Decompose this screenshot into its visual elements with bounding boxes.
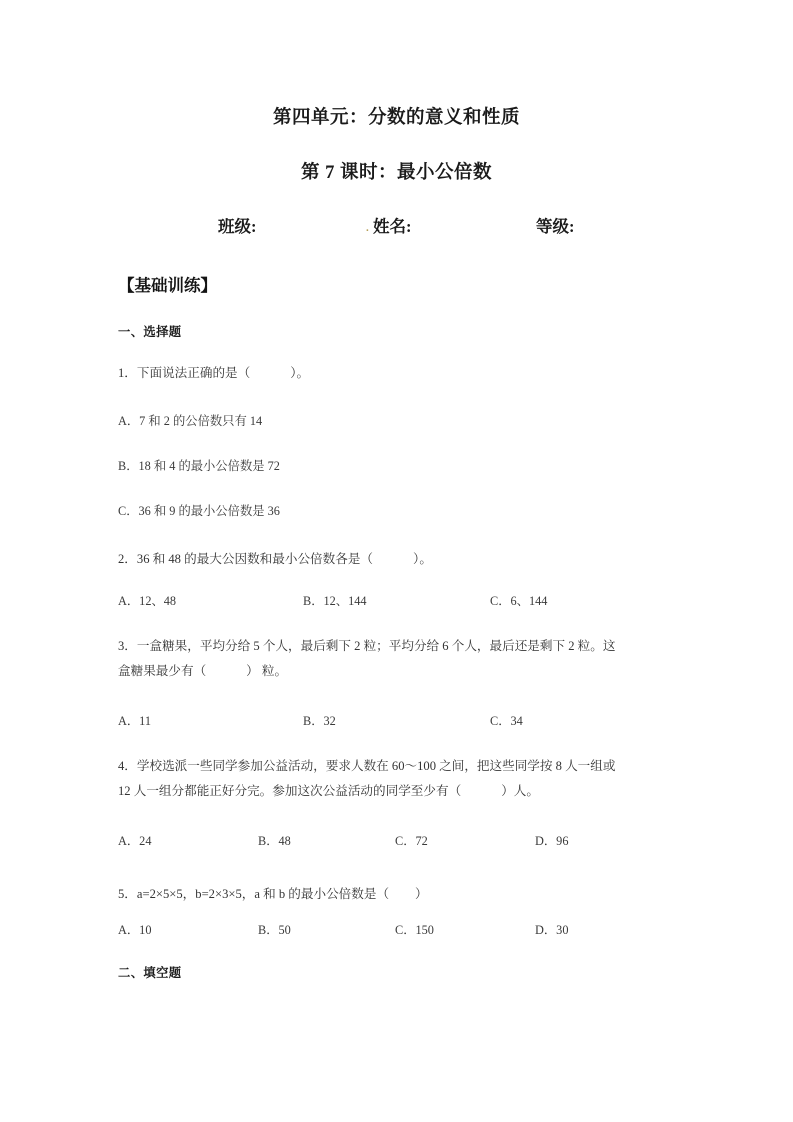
question-4-line-2 <box>118 779 683 804</box>
page-subtitle: 第 7 课时：最小公倍数 <box>300 163 492 183</box>
question-4-text-before: 12 人一组分都能正好分完。参加这次公益活动的同学至少有（ <box>118 784 462 798</box>
section-heading-choice: 一、选择题 <box>118 325 182 339</box>
question-2-option-b[interactable]: B．12、144 <box>303 594 367 608</box>
page-title: 第四单元：分数的意义和性质 <box>272 108 520 128</box>
question-3-line-2 <box>118 659 683 684</box>
section-heading-basic-training: 【基础训练】 <box>118 276 217 295</box>
name-label: 姓名: <box>373 217 412 236</box>
question-2-option-a[interactable]: A．12、48 <box>118 594 177 608</box>
question-3-option-b[interactable]: B．32 <box>303 714 336 728</box>
question-4-option-b[interactable]: B．48 <box>258 834 291 848</box>
section-heading-fill-in-blank: 二、填空题 <box>118 966 182 980</box>
question-5-text-before: 5．a=2×5×5，b=2×3×5，a 和 b 的最小公倍数是（ <box>118 887 390 901</box>
question-2-text-after: ）。 <box>413 552 432 566</box>
question-1-option-b[interactable]: B．18 和 4 的最小公倍数是 72 <box>118 459 280 473</box>
class-label: 班级: <box>218 217 257 236</box>
question-5-option-c[interactable]: C．150 <box>395 923 434 937</box>
question-5-option-b[interactable]: B．50 <box>258 923 291 937</box>
question-5-stem <box>118 882 683 907</box>
question-5-option-d[interactable]: D．30 <box>535 923 569 937</box>
question-4-stem <box>118 754 683 804</box>
question-1-option-c[interactable]: C．36 和 9 的最小公倍数是 36 <box>118 504 280 518</box>
question-4-option-d[interactable]: D．96 <box>535 834 569 848</box>
grade-label: 等级: <box>536 217 575 236</box>
question-3-text-before: 盒糖果最少有（ <box>118 664 207 678</box>
question-3-stem <box>118 634 683 684</box>
question-3-text-after: ） 粒。 <box>246 664 288 678</box>
question-3-option-c[interactable]: C．34 <box>490 714 523 728</box>
question-3-option-a[interactable]: A．11 <box>118 714 152 728</box>
separator-dot-icon: . <box>366 222 369 234</box>
question-4-option-a[interactable]: A．24 <box>118 834 152 848</box>
question-3-line-1: 3．一盒糖果，平均分给 5 个人，最后剩下 2 粒；平均分给 6 个人，最后还是剩下 2 粒。这 <box>118 639 616 653</box>
question-1-option-a[interactable]: A．7 和 2 的公倍数只有 14 <box>118 414 263 428</box>
question-4-text-after: ）人。 <box>501 784 539 798</box>
question-1-text-before: 1．下面说法正确的是（ <box>118 366 251 380</box>
question-1-text-after: ）。 <box>290 366 310 380</box>
question-2-option-c[interactable]: C．6、144 <box>490 594 548 608</box>
question-4-line-1: 4．学校选派一些同学参加公益活动，要求人数在 60～100 之间，把这些同学按 8 人一组或 <box>118 759 616 773</box>
question-2-stem <box>118 547 683 572</box>
question-1-stem <box>118 361 683 386</box>
question-2-text-before: 2．36 和 48 的最大公因数和最小公倍数各是（ <box>118 552 374 566</box>
student-info-row <box>218 213 718 237</box>
question-4-option-c[interactable]: C．72 <box>395 834 428 848</box>
question-5-option-a[interactable]: A．10 <box>118 923 152 937</box>
question-5-text-after: ） <box>415 887 428 901</box>
